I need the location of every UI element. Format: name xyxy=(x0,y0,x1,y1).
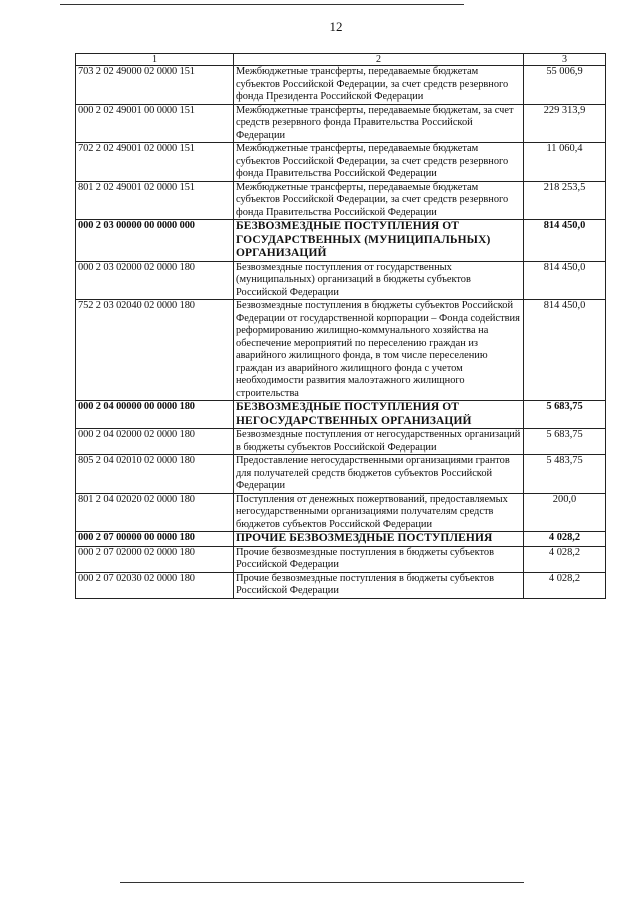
amount-cell: 200,0 xyxy=(524,493,606,532)
table-body xyxy=(76,66,606,599)
table-row xyxy=(76,104,606,143)
description-cell: БЕЗВОЗМЕЗДНЫЕ ПОСТУПЛЕНИЯ ОТ ГОСУДАРСТВЕННЫХ (МУНИЦИПАЛЬНЫХ) ОРГАНИЗАЦИЙ xyxy=(234,220,524,262)
budget-code-cell: 000 2 07 02000 02 0000 180 xyxy=(76,546,234,572)
amount-cell: 229 313,9 xyxy=(524,104,606,143)
amount-cell: 5 483,75 xyxy=(524,455,606,494)
header-col-1: 1 xyxy=(76,54,234,66)
description-cell: Предоставление негосударственными организациями грантов для получателей средств бюджетов субъектов Российской Федерации xyxy=(234,455,524,494)
table-row xyxy=(76,532,606,547)
budget-code-cell: 752 2 03 02040 02 0000 180 xyxy=(76,300,234,401)
table-row xyxy=(76,546,606,572)
description-cell: БЕЗВОЗМЕЗДНЫЕ ПОСТУПЛЕНИЯ ОТ НЕГОСУДАРСТВЕННЫХ ОРГАНИЗАЦИЙ xyxy=(234,401,524,429)
header-row xyxy=(76,54,606,66)
amount-cell: 814 450,0 xyxy=(524,220,606,262)
amount-cell: 4 028,2 xyxy=(524,546,606,572)
table-row xyxy=(76,143,606,182)
budget-code-cell: 000 2 02 49001 00 0000 151 xyxy=(76,104,234,143)
table-row xyxy=(76,181,606,220)
top-rule xyxy=(60,4,464,5)
budget-code-cell: 000 2 04 02000 02 0000 180 xyxy=(76,429,234,455)
budget-code-cell: 000 2 03 02000 02 0000 180 xyxy=(76,261,234,300)
amount-cell: 55 006,9 xyxy=(524,66,606,105)
description-cell: Межбюджетные трансферты, передаваемые бюджетам субъектов Российской Федерации, за счет средств резервного фонда Президента Российской Федерации xyxy=(234,66,524,105)
table-row xyxy=(76,261,606,300)
amount-cell: 814 450,0 xyxy=(524,300,606,401)
table-row xyxy=(76,66,606,105)
budget-code-cell: 703 2 02 49000 02 0000 151 xyxy=(76,66,234,105)
table-row xyxy=(76,401,606,429)
budget-code-cell: 000 2 04 00000 00 0000 180 xyxy=(76,401,234,429)
header-col-2: 2 xyxy=(234,54,524,66)
amount-cell: 814 450,0 xyxy=(524,261,606,300)
table-row xyxy=(76,572,606,598)
budget-code-cell: 801 2 02 49001 02 0000 151 xyxy=(76,181,234,220)
bottom-rule xyxy=(120,882,524,883)
page-number: 12 xyxy=(329,19,343,34)
amount-cell: 218 253,5 xyxy=(524,181,606,220)
budget-code-cell: 000 2 03 00000 00 0000 000 xyxy=(76,220,234,262)
description-cell: Безвозмездные поступления в бюджеты субъектов Российской Федерации от государственной корпорации – Фонда содействия реформированию жилищно-коммунального хозяйства на обеспечение мероприятий по переселению граждан из аварийного жилищного фонда, в том числе переселению граждан из аварийного жилищного фонда с учетом необходимости развития малоэтажного жилищного строительства xyxy=(234,300,524,401)
budget-table xyxy=(75,53,606,599)
budget-code-cell: 000 2 07 02030 02 0000 180 xyxy=(76,572,234,598)
amount-cell: 4 028,2 xyxy=(524,572,606,598)
budget-code-cell: 702 2 02 49001 02 0000 151 xyxy=(76,143,234,182)
description-cell: Межбюджетные трансферты, передаваемые бюджетам субъектов Российской Федерации, за счет средств резервного фонда Правительства Российской Федерации xyxy=(234,143,524,182)
table-row xyxy=(76,300,606,401)
description-cell: Прочие безвозмездные поступления в бюджеты субъектов Российской Федерации xyxy=(234,572,524,598)
budget-code-cell: 801 2 04 02020 02 0000 180 xyxy=(76,493,234,532)
description-cell: ПРОЧИЕ БЕЗВОЗМЕЗДНЫЕ ПОСТУПЛЕНИЯ xyxy=(234,532,524,547)
amount-cell: 4 028,2 xyxy=(524,532,606,547)
description-cell: Безвозмездные поступления от негосударственных организаций в бюджеты субъектов Российской Федерации xyxy=(234,429,524,455)
table-row xyxy=(76,493,606,532)
table-row xyxy=(76,220,606,262)
description-cell: Межбюджетные трансферты, передаваемые бюджетам, за счет средств резервного фонда Правительства Российской Федерации xyxy=(234,104,524,143)
amount-cell: 5 683,75 xyxy=(524,429,606,455)
amount-cell: 5 683,75 xyxy=(524,401,606,429)
description-cell: Межбюджетные трансферты, передаваемые бюджетам субъектов Российской Федерации, за счет средств резервного фонда Правительства Российской Федерации xyxy=(234,181,524,220)
budget-code-cell: 805 2 04 02010 02 0000 180 xyxy=(76,455,234,494)
description-cell: Прочие безвозмездные поступления в бюджеты субъектов Российской Федерации xyxy=(234,546,524,572)
header-col-3: 3 xyxy=(524,54,606,66)
amount-cell: 11 060,4 xyxy=(524,143,606,182)
description-cell: Безвозмездные поступления от государственных (муниципальных) организаций в бюджеты субъектов Российской Федерации xyxy=(234,261,524,300)
table-row xyxy=(76,429,606,455)
description-cell: Поступления от денежных пожертвований, предоставляемых негосударственными организациями получателям средств бюджетов субъектов Российской Федерации xyxy=(234,493,524,532)
table-row xyxy=(76,455,606,494)
budget-code-cell: 000 2 07 00000 00 0000 180 xyxy=(76,532,234,547)
